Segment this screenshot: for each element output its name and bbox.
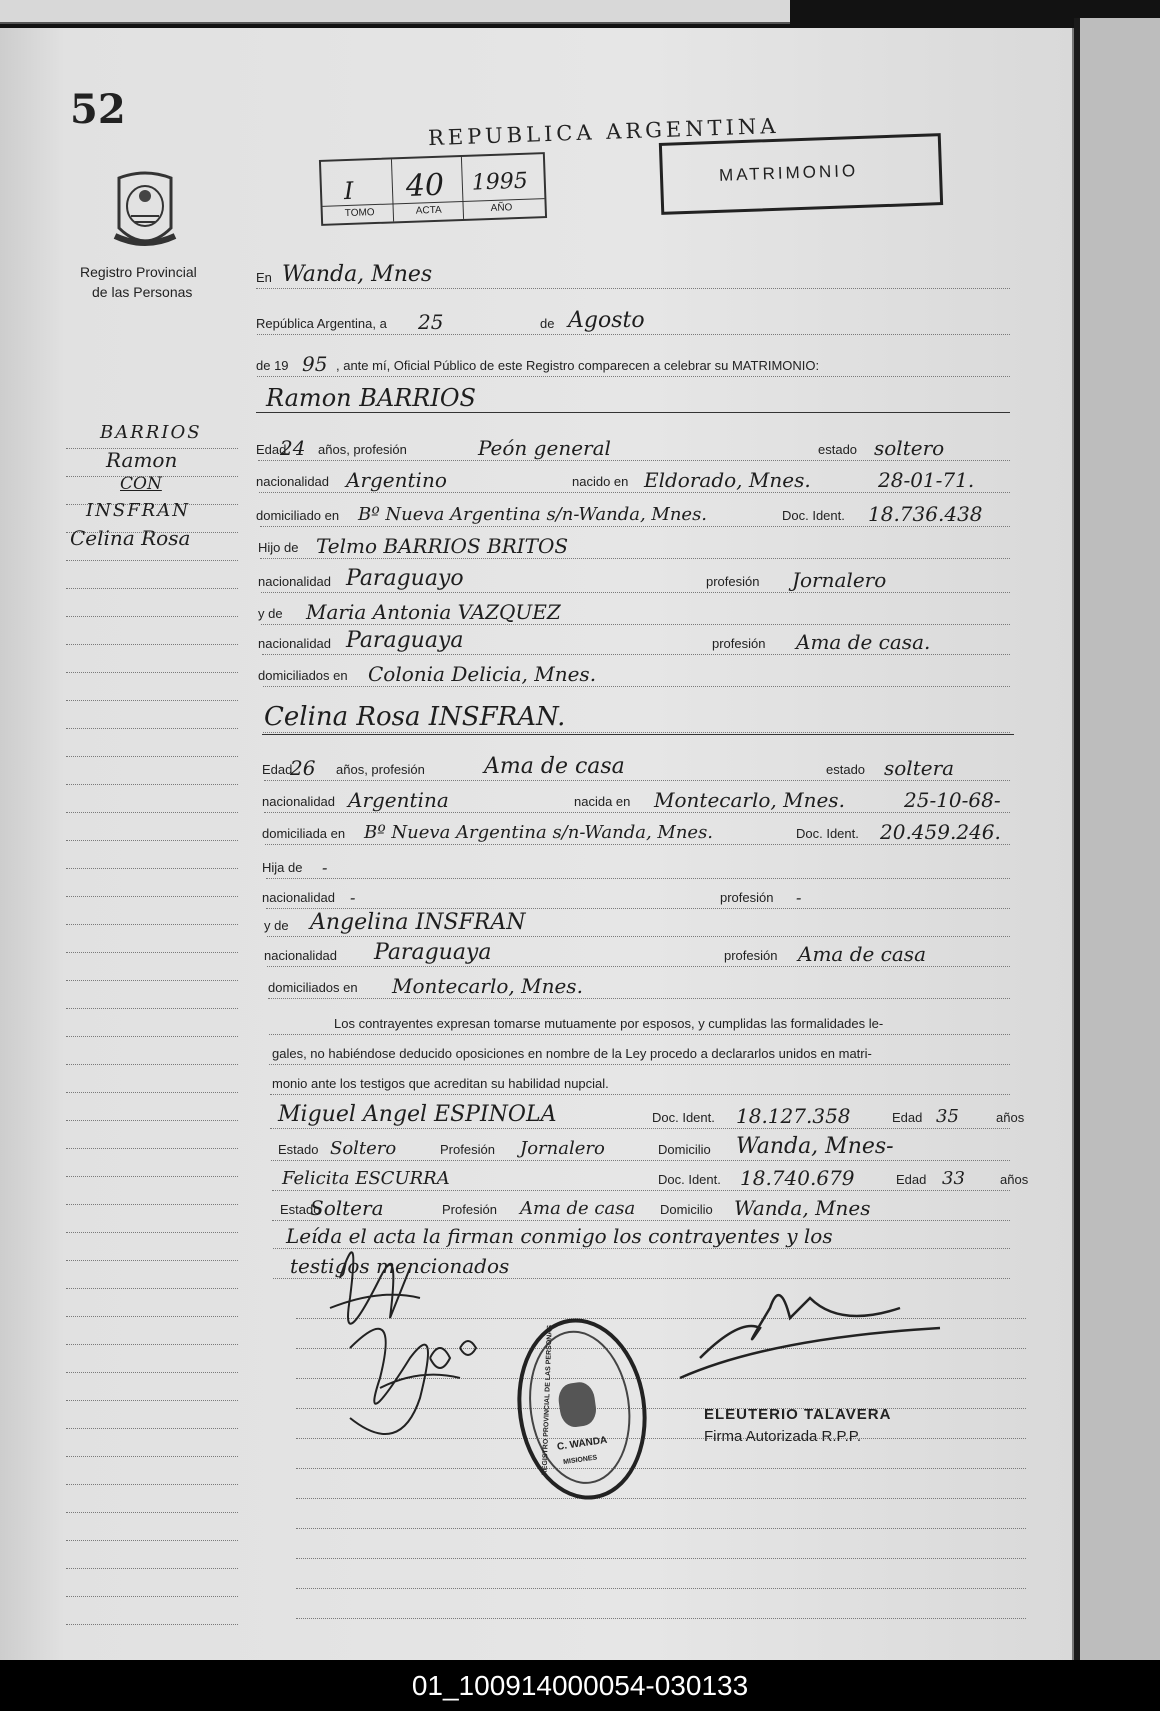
witness2-prof-label: Profesión [442, 1202, 497, 1217]
bride-name: Celina Rosa INSFRAN. [264, 702, 566, 732]
file-caption: 01_100914000054-030133 [0, 1660, 1160, 1711]
margin-note-line1: BARRIOS [100, 422, 202, 443]
declaration-line3: monio ante los testigos que acreditan su habilidad nupcial. [272, 1076, 609, 1091]
republica-label: República Argentina, a [256, 316, 387, 331]
registry-name-line2: de las Personas [92, 284, 193, 300]
form-ruled-line [267, 966, 1010, 967]
witness1-doc-label: Doc. Ident. [652, 1110, 715, 1125]
form-ruled-line [261, 592, 1010, 593]
bride-padre-nac-label: nacionalidad [262, 890, 336, 905]
margin-ruled-line [66, 868, 238, 869]
section-separator [256, 412, 1010, 413]
witness1-name: Miguel Angel ESPINOLA [278, 1102, 557, 1127]
margin-note-line2: Ramon [106, 448, 178, 472]
form-ruled-line [264, 780, 1010, 781]
previous-page-edge [0, 0, 790, 24]
bride-hija-label: Hija de [262, 860, 303, 875]
margin-ruled-line [66, 784, 238, 785]
groom-padre-prof-label: profesión [706, 574, 760, 589]
next-page-edge [1074, 18, 1160, 1660]
groom-hijo-label: Hijo de [258, 540, 299, 555]
bride-estado-label: estado [826, 762, 866, 777]
form-ruled-line [263, 732, 1010, 733]
closing-line2: testigos mencionados [290, 1254, 510, 1278]
form-ruled-line [259, 492, 1010, 493]
bride-edad-label: Edad [262, 762, 293, 777]
form-ruled-line [263, 686, 1010, 687]
stamp-center-text: C. WANDA [556, 1434, 608, 1453]
de-label: de [540, 316, 555, 331]
record-type-box [659, 133, 943, 215]
witness1-edad-label: Edad [892, 1110, 923, 1125]
margin-ruled-line [66, 924, 238, 925]
bride-madre-prof: Ama de casa [798, 942, 926, 966]
form-ruled-line [269, 1034, 1010, 1035]
bride-nac-label: nacionalidad [262, 794, 336, 809]
bride-profesion: Ama de casa [484, 754, 625, 779]
margin-ruled-line [66, 1148, 238, 1149]
witness2-profesion: Ama de casa [520, 1198, 636, 1219]
margin-ruled-line [66, 588, 238, 589]
bride-nacionalidad: Argentina [348, 788, 449, 812]
margin-ruled-line [66, 1316, 238, 1317]
witness1-dom-label: Domicilio [658, 1142, 711, 1157]
form-ruled-line [296, 1498, 1026, 1499]
bride-fecha-nac: 25-10-68- [904, 788, 1001, 812]
bride-padre-nac: - [350, 888, 356, 907]
margin-ruled-line [66, 980, 238, 981]
groom-dom-label: domiciliado en [256, 508, 340, 523]
form-ruled-line [266, 878, 1010, 879]
groom-name: Ramon BARRIOS [266, 384, 476, 412]
form-ruled-line [256, 288, 1010, 289]
margin-ruled-line [66, 1120, 238, 1121]
witness2-anos-label: años [1000, 1172, 1029, 1187]
bride-padre-prof-label: profesión [720, 890, 774, 905]
registry-name-line1: Registro Provincial [80, 264, 197, 280]
register-page [0, 28, 1074, 1660]
bride-nacida-label: nacida en [574, 794, 631, 809]
groom-yde-label: y de [258, 606, 283, 621]
margin-ruled-line [66, 1400, 238, 1401]
form-ruled-line [270, 1094, 1010, 1095]
groom-padre-nac: Paraguayo [346, 566, 464, 591]
margin-note-line4: INSFRAN [86, 500, 190, 521]
margin-ruled-line [66, 644, 238, 645]
margin-ruled-line [66, 1372, 238, 1373]
form-ruled-line [261, 624, 1010, 625]
margin-ruled-line [66, 1064, 238, 1065]
witness1-estado-label: Estado [278, 1142, 319, 1157]
bride-madre-nac-label: nacionalidad [264, 948, 338, 963]
margin-ruled-line [66, 1036, 238, 1037]
form-ruled-line [257, 334, 1010, 335]
groom-edad-label: Edad [256, 442, 287, 457]
en-label: En [256, 270, 272, 285]
bride-nacida-en: Montecarlo, Mnes. [654, 788, 845, 812]
official-title: Firma Autorizada R.P.P. [704, 1428, 862, 1445]
page-number: 52 [70, 86, 126, 133]
margin-ruled-line [66, 1624, 238, 1625]
margin-ruled-line [66, 1176, 238, 1177]
margin-ruled-line [66, 1344, 238, 1345]
intro-sentence: , ante mí, Oficial Público de este Registro comparecen a celebrar su MATRIMONIO: [336, 358, 820, 373]
witness1-profesion: Jornalero [520, 1138, 605, 1159]
margin-ruled-line [66, 1288, 238, 1289]
form-ruled-line [296, 1528, 1026, 1529]
groom-dom-padres-label: domiciliados en [258, 668, 348, 683]
bride-dom-padres-label: domiciliados en [268, 980, 358, 995]
witness1-edad: 35 [936, 1106, 959, 1127]
day-value: 25 [418, 310, 444, 334]
groom-profesion: Peón general [478, 436, 611, 460]
stamp-ring-text: REGISTRO PROVINCIAL DE LAS PERSONAS [541, 1324, 554, 1476]
groom-doc-label: Doc. Ident. [782, 508, 845, 523]
acta-value: 40 [405, 167, 445, 204]
groom-dom-padres: Colonia Delicia, Mnes. [368, 662, 597, 686]
groom-doc: 18.736.438 [868, 502, 983, 526]
ano-value: 1995 [471, 168, 529, 196]
margin-ruled-line [66, 1568, 238, 1569]
bride-yde-label: y de [264, 918, 289, 933]
form-ruled-line [265, 844, 1010, 845]
declaration-line1: Los contrayentes expresan tomarse mutuamente por esposos, y cumplidas las formalidades le- [334, 1016, 884, 1031]
margin-ruled-line [66, 1232, 238, 1233]
groom-nacido-en: Eldorado, Mnes. [644, 468, 811, 492]
form-ruled-line [296, 1558, 1026, 1559]
witness2-estado-label: Estado [280, 1202, 321, 1217]
margin-note-line3: CON [120, 474, 162, 494]
tomo-acta-ano-box [319, 152, 547, 226]
groom-anos-label: años, profesión [318, 442, 407, 457]
groom-estado: soltero [874, 436, 945, 460]
groom-estado-label: estado [818, 442, 858, 457]
form-ruled-line [268, 998, 1010, 999]
form-ruled-line [267, 936, 1010, 937]
witness2-estado: Soltera [310, 1196, 384, 1220]
form-ruled-line [257, 376, 1010, 377]
groom-nacionalidad: Argentino [346, 468, 447, 492]
groom-padre-nac-label: nacionalidad [258, 574, 332, 589]
margin-ruled-line [66, 1540, 238, 1541]
margin-ruled-line [66, 952, 238, 953]
official-name: ELEUTERIO TALAVERA [704, 1406, 892, 1423]
margin-ruled-line [66, 1512, 238, 1513]
place-value: Wanda, Mnes [282, 262, 433, 287]
witness1-domicilio: Wanda, Mnes- [736, 1134, 894, 1159]
section-separator [262, 734, 1014, 735]
form-ruled-line [272, 1220, 1010, 1221]
form-ruled-line [260, 558, 1010, 559]
margin-ruled-line [66, 728, 238, 729]
tomo-value: I [343, 176, 354, 206]
year-prefix: de 19 [256, 358, 289, 373]
margin-ruled-line [66, 840, 238, 841]
margin-ruled-line [66, 896, 238, 897]
witness2-dom-label: Domicilio [660, 1202, 713, 1217]
form-ruled-line [269, 1064, 1010, 1065]
margin-ruled-line [66, 1596, 238, 1597]
bride-domicilio: Bº Nueva Argentina s/n-Wanda, Mnes. [364, 822, 714, 843]
witness2-domicilio: Wanda, Mnes [734, 1196, 871, 1220]
closing-line1: Leída el acta la firman conmigo los contrayentes y los [286, 1224, 833, 1248]
form-ruled-line [270, 1128, 1010, 1129]
coat-of-arms-icon [105, 166, 185, 256]
form-ruled-line [271, 1160, 1010, 1161]
witness1-anos-label: años [996, 1110, 1025, 1125]
witness2-edad: 33 [942, 1168, 965, 1189]
margin-ruled-line [66, 672, 238, 673]
groom-madre-prof: Ama de casa. [796, 630, 931, 654]
margin-ruled-line [66, 1456, 238, 1457]
form-ruled-line [260, 526, 1010, 527]
margin-ruled-line [66, 812, 238, 813]
groom-madre-nac-label: nacionalidad [258, 636, 332, 651]
bride-padre-prof: - [796, 888, 802, 907]
groom-nac-label: nacionalidad [256, 474, 330, 489]
bride-madre: Angelina INSFRAN [310, 910, 526, 935]
year-suffix: 95 [302, 352, 328, 376]
margin-ruled-line [66, 700, 238, 701]
stamp-bottom-text: MISIONES [562, 1454, 598, 1467]
bride-doc-label: Doc. Ident. [796, 826, 859, 841]
form-ruled-line [258, 460, 1010, 461]
margin-ruled-line [66, 1092, 238, 1093]
groom-fecha-nac: 28-01-71. [878, 468, 975, 492]
country-title: REPUBLICA ARGENTINA [427, 113, 780, 151]
margin-note-line5: Celina Rosa [70, 526, 191, 550]
bride-padre: - [322, 858, 328, 877]
bride-anos-label: años, profesión [336, 762, 425, 777]
witness2-edad-label: Edad [896, 1172, 927, 1187]
margin-ruled-line [66, 1484, 238, 1485]
bride-estado: soltera [884, 756, 955, 780]
groom-madre: Maria Antonia VAZQUEZ [306, 600, 561, 624]
groom-madre-prof-label: profesión [712, 636, 766, 651]
bride-madre-nac: Paraguaya [374, 940, 492, 965]
form-ruled-line [266, 908, 1010, 909]
record-type-title: MATRIMONIO [718, 161, 859, 185]
signature-scribbles [320, 1238, 1040, 1478]
margin-ruled-line [66, 1260, 238, 1261]
form-ruled-line [262, 654, 1010, 655]
acta-label: ACTA [415, 204, 442, 217]
margin-ruled-line [66, 560, 238, 561]
tomo-label: TOMO [344, 207, 375, 220]
ano-label: AÑO [490, 202, 513, 214]
witness1-doc: 18.127.358 [736, 1104, 851, 1128]
margin-ruled-line [66, 756, 238, 757]
witness2-doc-label: Doc. Ident. [658, 1172, 721, 1187]
bride-edad: 26 [290, 756, 316, 780]
declaration-line2: gales, no habiéndose deducido oposiciones en nombre de la Ley procedo a declararlos unidos en matri- [272, 1046, 872, 1061]
form-ruled-line [272, 1190, 1010, 1191]
groom-padre: Telmo BARRIOS BRITOS [316, 534, 569, 558]
groom-madre-nac: Paraguaya [346, 628, 464, 653]
witness1-estado: Soltero [330, 1138, 397, 1159]
bride-dom-padres: Montecarlo, Mnes. [392, 974, 583, 998]
form-ruled-line [296, 1618, 1026, 1619]
bride-dom-label: domiciliada en [262, 826, 346, 841]
witness2-doc: 18.740.679 [740, 1166, 855, 1190]
groom-edad: 24 [280, 436, 306, 460]
groom-nacido-label: nacido en [572, 474, 629, 489]
margin-ruled-line [66, 1428, 238, 1429]
bride-madre-prof-label: profesión [724, 948, 778, 963]
month-value: Agosto [568, 308, 645, 333]
witness1-prof-label: Profesión [440, 1142, 495, 1157]
margin-ruled-line [66, 1204, 238, 1205]
bride-doc: 20.459.246. [880, 820, 1001, 844]
form-ruled-line [296, 1588, 1026, 1589]
form-ruled-line [264, 812, 1010, 813]
witness2-name: Felicita ESCURRA [282, 1168, 450, 1189]
groom-padre-prof: Jornalero [792, 568, 887, 592]
groom-domicilio: Bº Nueva Argentina s/n-Wanda, Mnes. [358, 504, 708, 525]
margin-ruled-line [66, 1008, 238, 1009]
margin-ruled-line [66, 616, 238, 617]
